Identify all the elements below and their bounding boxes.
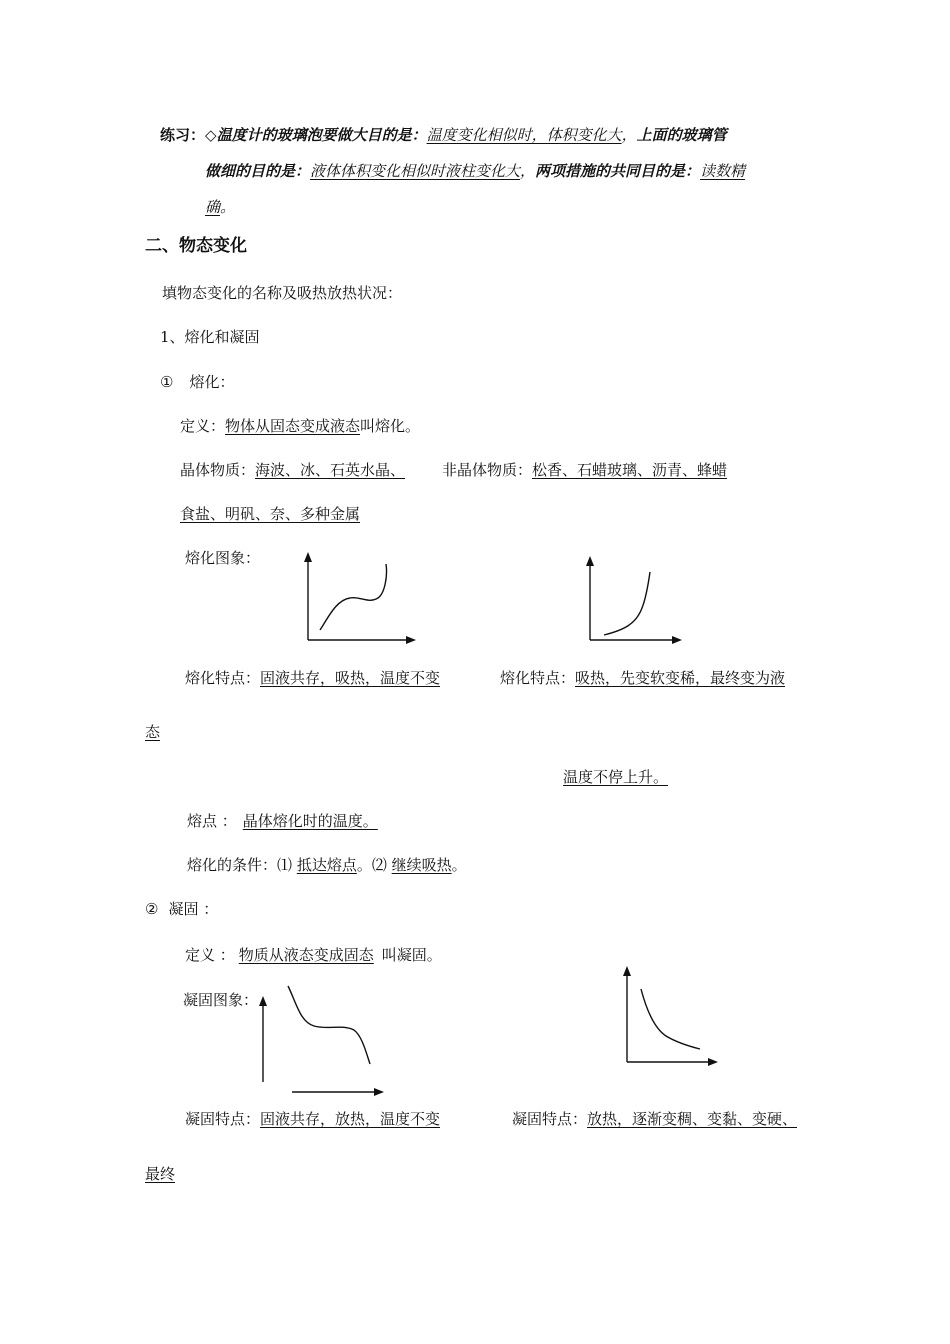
circled-one-marker: ①: [160, 373, 174, 391]
melting-curve-crystal: [320, 564, 387, 630]
solidify-feature-crystal-answer: 固液共存，放热，温度不变: [260, 1110, 441, 1128]
melting-feature-amorphous: 熔化特点：吸热，先变软变稀，最终变为液: [500, 669, 786, 687]
exercise-line-2: 做细的目的是：液体体积变化相似时液柱变化大，两项措施的共同目的是：读数精: [205, 162, 746, 180]
noncrystal-answer: 松香、石蜡玻璃、沥青、蜂蜡: [532, 461, 728, 479]
melting-title: 熔化：: [189, 373, 235, 391]
exercise-answer-3-cont: 确: [205, 198, 221, 216]
solidify-definition-answer: 物质从液态变成固态: [238, 946, 374, 964]
solidify-feature-amorphous-cont: 最终: [145, 1165, 176, 1183]
melting-curve-crystal-graph: [290, 548, 420, 648]
exercise-answer-2: 液体体积变化相似时液柱变化大: [310, 162, 521, 180]
melting-feature-crystal-answer: 固液共存，吸热，温度不变: [260, 669, 441, 687]
y-arrow: [304, 552, 312, 562]
exercise-question-1: 温度计的玻璃泡要做大目的是：: [216, 126, 427, 144]
melting-curve-amorphous: [604, 572, 650, 635]
melting-feature-amorphous-cont-2: 温度不停上升。: [563, 768, 669, 786]
solidify-curve-crystal: [288, 986, 370, 1064]
solidify-curve-amorphous: [641, 989, 700, 1049]
exercise-line-1: 练习：◇温度计的玻璃泡要做大目的是：温度变化相似时，体积变化大，上面的玻璃管: [160, 126, 727, 144]
y-arrow: [623, 966, 631, 976]
y-arrow: [259, 996, 267, 1006]
x-arrow: [672, 636, 682, 644]
exercise-answer-1: 温度变化相似时，体积变化大: [426, 126, 622, 144]
solidify-feature-crystal: 凝固特点：固液共存，放热，温度不变: [185, 1110, 441, 1128]
solidify-curve-crystal-graph: [250, 980, 390, 1105]
exercise-answer-3: 读数精: [700, 162, 746, 180]
melting-condition-answer-2: 继续吸热: [391, 856, 452, 874]
melting-point-line: 熔点 ： 晶体熔化时的温度。: [187, 812, 378, 830]
crystal-line: 晶体物质：海波、冰、石英水晶、: [180, 461, 406, 479]
x-arrow: [708, 1058, 718, 1066]
melting-point-answer: 晶体熔化时的温度。: [242, 812, 378, 830]
x-arrow: [374, 1088, 384, 1096]
diamond-icon: ◇: [205, 126, 217, 144]
noncrystal-line: 非晶体物质：松香、石蜡玻璃、沥青、蜂蜡: [442, 461, 728, 479]
exercise-label: 练习：: [160, 126, 206, 144]
solidify-definition: 定义 ： 物质从液态变成固态 叫凝固。: [185, 946, 442, 964]
y-arrow: [586, 556, 594, 566]
melting-feature-crystal: 熔化特点：固液共存，吸热，温度不变: [185, 669, 441, 687]
melting-definition-answer: 物体从固态变成液态: [225, 417, 361, 435]
solidify-curve-amorphous-graph: [612, 962, 732, 1072]
solidify-title: 凝固 ：: [168, 900, 219, 918]
crystal-answer-cont: 食盐、明矾、奈、多种金属: [180, 505, 361, 523]
melting-curve-amorphous-graph: [572, 550, 692, 650]
melting-definition: 定义：物体从固态变成液态叫熔化。: [180, 417, 421, 435]
melting-condition-answer-1: 抵达熔点: [296, 856, 357, 874]
x-arrow: [406, 636, 416, 644]
section-heading: 二、物态变化: [145, 236, 247, 256]
exercise-line-3: 确。: [205, 198, 236, 216]
solidify-feature-amorphous: 凝固特点：放热，逐渐变稠、变黏、变硬、: [512, 1110, 798, 1128]
crystal-answer: 海波、冰、石英水晶、: [255, 461, 406, 479]
circled-two-marker: ②: [145, 900, 159, 918]
exercise-question-3: 两项措施的共同目的是：: [535, 162, 701, 180]
melting-feature-amorphous-answer: 吸热，先变软变稀，最终变为液: [575, 669, 786, 687]
solidify-feature-amorphous-answer: 放热，逐渐变稠、变黏、变硬、: [587, 1110, 798, 1128]
exercise-question-2: 上面的玻璃管: [636, 126, 727, 144]
melting-feature-amorphous-cont: 态: [145, 723, 161, 741]
solidify-graph-label: 凝固图象：: [183, 991, 259, 1009]
section-intro: 填物态变化的名称及吸热放热状况：: [162, 284, 403, 302]
subsection-title: 1、熔化和凝固: [160, 328, 260, 346]
melting-heading: [160, 372, 234, 392]
melting-graph-label: 熔化图象：: [185, 549, 261, 567]
solidify-heading: [145, 899, 218, 919]
melting-condition-line: 熔化的条件：⑴ 抵达熔点。⑵ 继续吸热。: [187, 856, 467, 874]
exercise-question-2-cont: 做细的目的是：: [205, 162, 311, 180]
